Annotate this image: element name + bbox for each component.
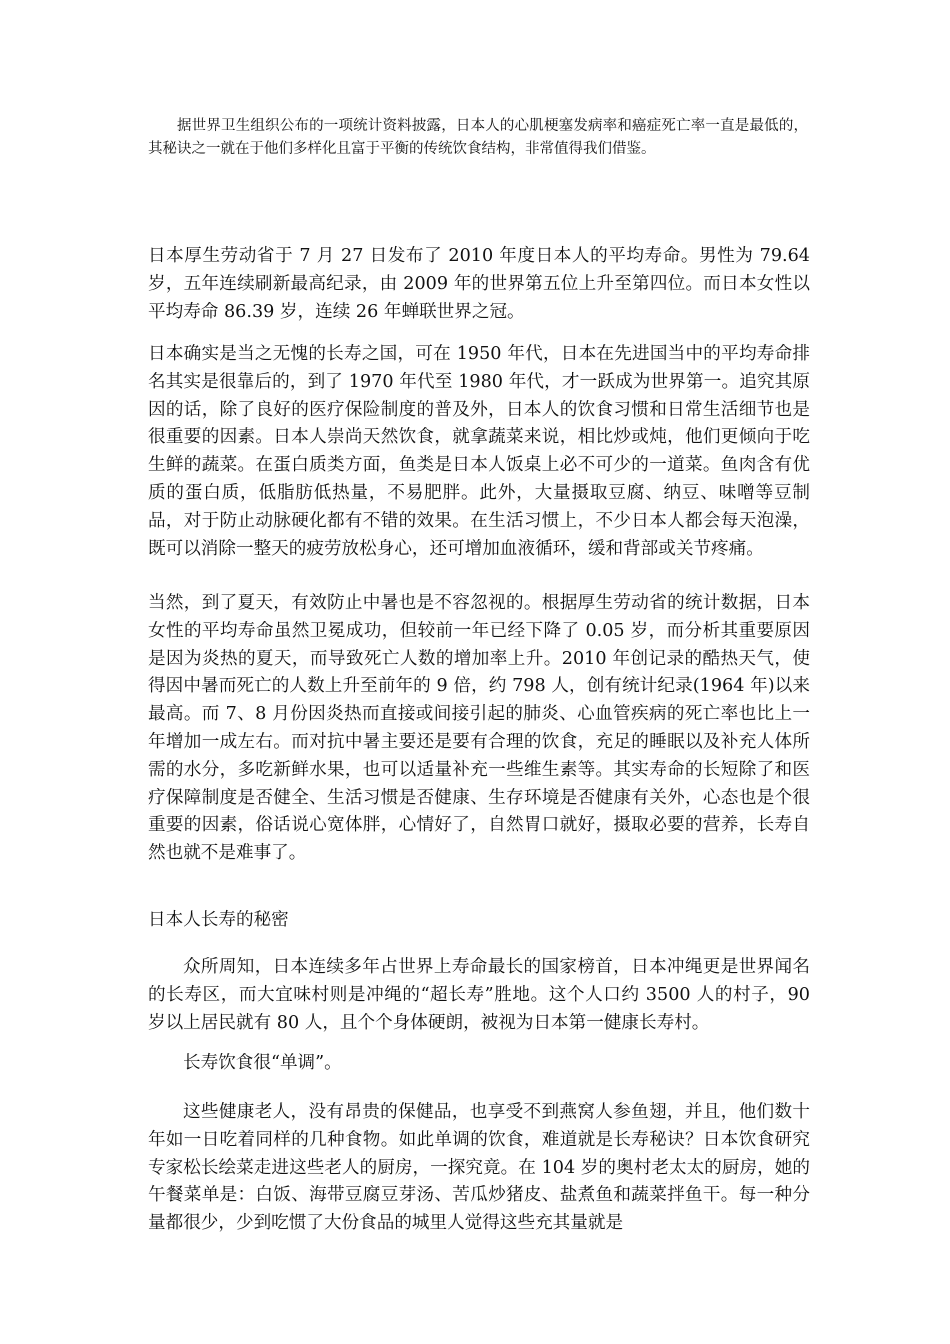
paragraph-longevity-reasons: 日本确实是当之无愧的长寿之国，可在 1950 年代，日本在先进国当中的平均寿命排名其实是很靠后的，到了 1970 年代至 1980 年代，才一跃成为世界第一。追究其原因的话，除了良好的医疗保险制度的普及外，日本人的饮食习惯和日常生活细节也是很重要的因素。日本人崇尚天然饮食，就拿蔬菜来说，相比炒或炖，他们更倾向于吃生鲜的蔬菜。在蛋白质类方面，鱼类是日本人饭桌上必不可少的一道菜。鱼肉含有优质的蛋白质，低脂肪低热量，不易肥胖。此外，大量摄取豆腐、纳豆、味噌等豆制品，对于防止动脉硬化都有不错的效果。在生活习惯上，不少日本人都会每天泡澡，既可以消除一整天的疲劳放松身心，还可增加血液循环，缓和背部或关节疼痛。 [148,344,810,559]
paragraph-summer-heatstroke: 当然，到了夏天，有效防止中暑也是不容忽视的。根据厚生劳动省的统计数据，日本女性的平均寿命虽然卫冕成功，但较前一年已经下降了 0.05 岁，而分析其重要原因是因为炎热的夏天，而导致死亡人数的增加率上升。2010 年创记录的酷热天气，使得因中暑而死亡的人数上升至前年的 9 倍，约 798 人，创有统计纪录(1964 年)以来最高。而 7、8 月份因炎热而直接或间接引起的肺炎、心血管疾病的死亡率也比上一年增加一成左右。而对抗中暑主要还是要有合理的饮食，充足的睡眠以及补充人体所需的水分，多吃新鲜水果，也可以适量补充一些维生素等。其实寿命的长短除了和医疗保障制度是否健全、生活习惯是否健康、生存环境是否健康有关外，心态也是个很重要的因素，俗话说心宽体胖，心情好了，自然胃口就好，摄取必要的营养，长寿自然也就不是难事了。 [148,593,810,864]
intro-paragraph: 据世界卫生组织公布的一项统计资料披露，日本人的心肌梗塞发病率和癌症死亡率一直是最低的，其秘诀之一就在于他们多样化且富于平衡的传统饮食结构，非常值得我们借鉴。 [148,118,808,157]
paragraph-elderly-meals: 这些健康老人，没有昂贵的保健品，也享受不到燕窝人参鱼翅，并且，他们数十年如一日吃着同样的几种食物。如此单调的饮食，难道就是长寿秘诀？日本饮食研究专家松长绘菜走进这些老人的厨房，一探究竟。在 104 岁的奥村老太太的厨房，她的午餐菜单是：白饭、海带豆腐豆芽汤、苦瓜炒猪皮、盐煮鱼和蔬菜拌鱼干。每一种分量都很少，少到吃惯了大份食品的城里人觉得这些充其量就是 [148,1102,810,1234]
paragraph-life-expectancy: 日本厚生劳动省于 7 月 27 日发布了 2010 年度日本人的平均寿命。男性为 79.64 岁，五年连续刷新最高纪录，由 2009 年的世界第五位上升至第四位。而日本女性以平均寿命 86.39 岁，连续 26 年蝉联世界之冠。 [148,246,810,322]
section-heading: 日本人长寿的秘密 [148,910,289,930]
paragraph-okinawa-village: 众所周知，日本连续多年占世界上寿命最长的国家榜首，日本冲绳更是世界闻名的长寿区，而大宜味村则是冲绳的“超长寿”胜地。这个人口约 3500 人的村子，90 岁以上居民就有 80 人，且个个身体硬朗，被视为日本第一健康长寿村。 [148,957,810,1033]
paragraph-simple-diet: 长寿饮食很“单调”。 [183,1053,342,1073]
